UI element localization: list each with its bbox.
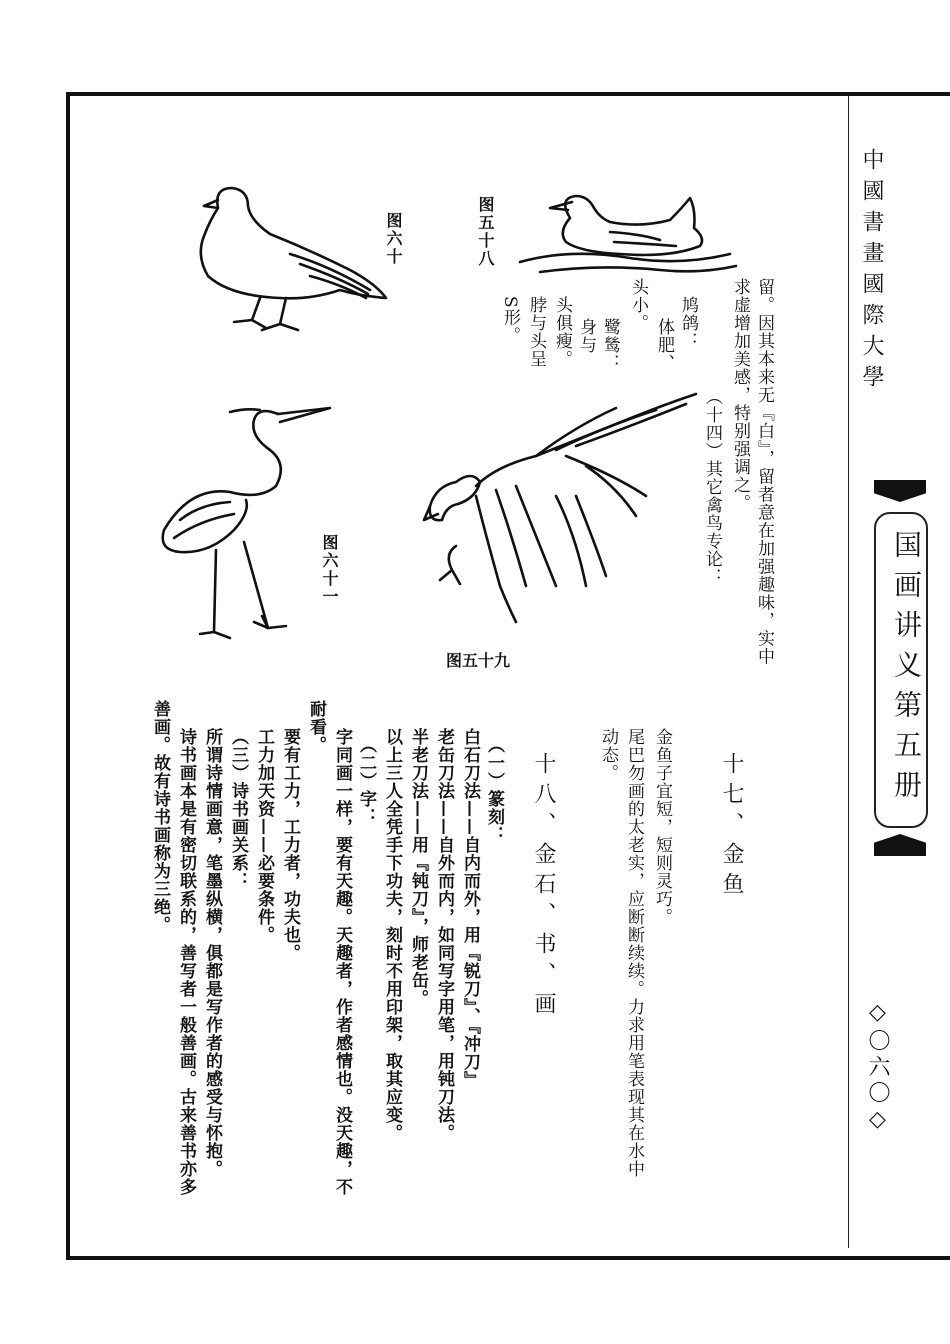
seal-line-10: 工力加天资——必要条件。 [253,728,274,944]
seal-line-9: 要有工力，工力者，功夫也。 [279,728,300,962]
goldfish-line-3: 动态。 [597,728,618,782]
dove-head: 头小。 [627,278,648,332]
egret-body: 身与 [575,318,596,354]
seal-heading: 十八、金石、书、画 [531,752,556,1022]
series-title: 中國書畫國際大學 [859,148,884,396]
seal-line-3: 老缶刀法——自外而内，如同写字用笔，用钝刀法。 [433,728,454,1142]
seal-line-12: 所谓诗情画意，笔墨纵横，俱都是写作者的感受与怀抱。 [201,728,222,1178]
seal-line-6: （二）字： [355,736,376,826]
goldfish-line-1: 金鱼子宜短，短则灵巧。 [651,728,672,926]
seal-line-13: 诗书画本是有密切联系的，善写者一般善画。古来善书亦多 [175,728,196,1196]
eagle-illustration [416,386,706,626]
egret-shape: S形。 [499,296,520,345]
margin-divider [848,96,849,1248]
birds-line-1: 留。因其本来无『白』，留者意在加强趣味，实中 [753,278,774,666]
egret-neck: 脖与头呈 [525,296,546,368]
egret-illustration [150,400,340,640]
caption-fig58: 图五十八 [476,196,495,268]
bottom-ornament [874,834,926,856]
caption-fig60: 图六十 [384,212,403,266]
dove-illustration [190,180,390,340]
goldfish-heading: 十七、金鱼 [719,752,744,902]
caption-fig61: 图六十一 [320,534,339,606]
volume-title: 国画讲义第五册 [890,530,923,810]
birds-line-3: （十四）其它禽鸟专论： [701,388,722,586]
birds-line-2: 求虚增加美感，特别强调之。 [729,278,750,512]
seal-line-2: 白石刀法——自内而外，用『锐刀』、『冲刀』 [459,728,480,1089]
egret-label: 鹭鸶： [599,318,620,372]
volume-title-box [868,492,932,844]
egret-head: 头俱瘦。 [551,296,572,368]
duck-illustration [510,188,740,278]
seal-line-5: 以上三人全凭手下功夫，刻时不用印架，取其应变。 [381,728,402,1142]
dove-label: 鸠鸽： [677,296,698,350]
seal-line-14: 善画。故有诗书画称为三绝。 [149,700,170,934]
caption-fig59: 图五十九 [446,651,511,670]
page-number: ◇〇六〇◇ [865,1000,890,1136]
top-ornament [874,480,926,502]
seal-line-1: （一）篆刻： [483,736,504,844]
goldfish-line-2: 尾巴勿画的太老实，应断断续续。力求用笔表现其在水中 [623,728,644,1178]
seal-line-8: 耐看。 [305,700,326,754]
seal-line-4: 半老刀法——用『钝刀』，师老缶。 [407,728,428,1008]
seal-line-7: 字同画一样，要有天趣。天趣者，作者感情也。没天趣，不 [331,728,352,1196]
dove-body: 体肥、 [653,318,674,372]
seal-line-11: （三）诗书画关系： [227,728,248,890]
